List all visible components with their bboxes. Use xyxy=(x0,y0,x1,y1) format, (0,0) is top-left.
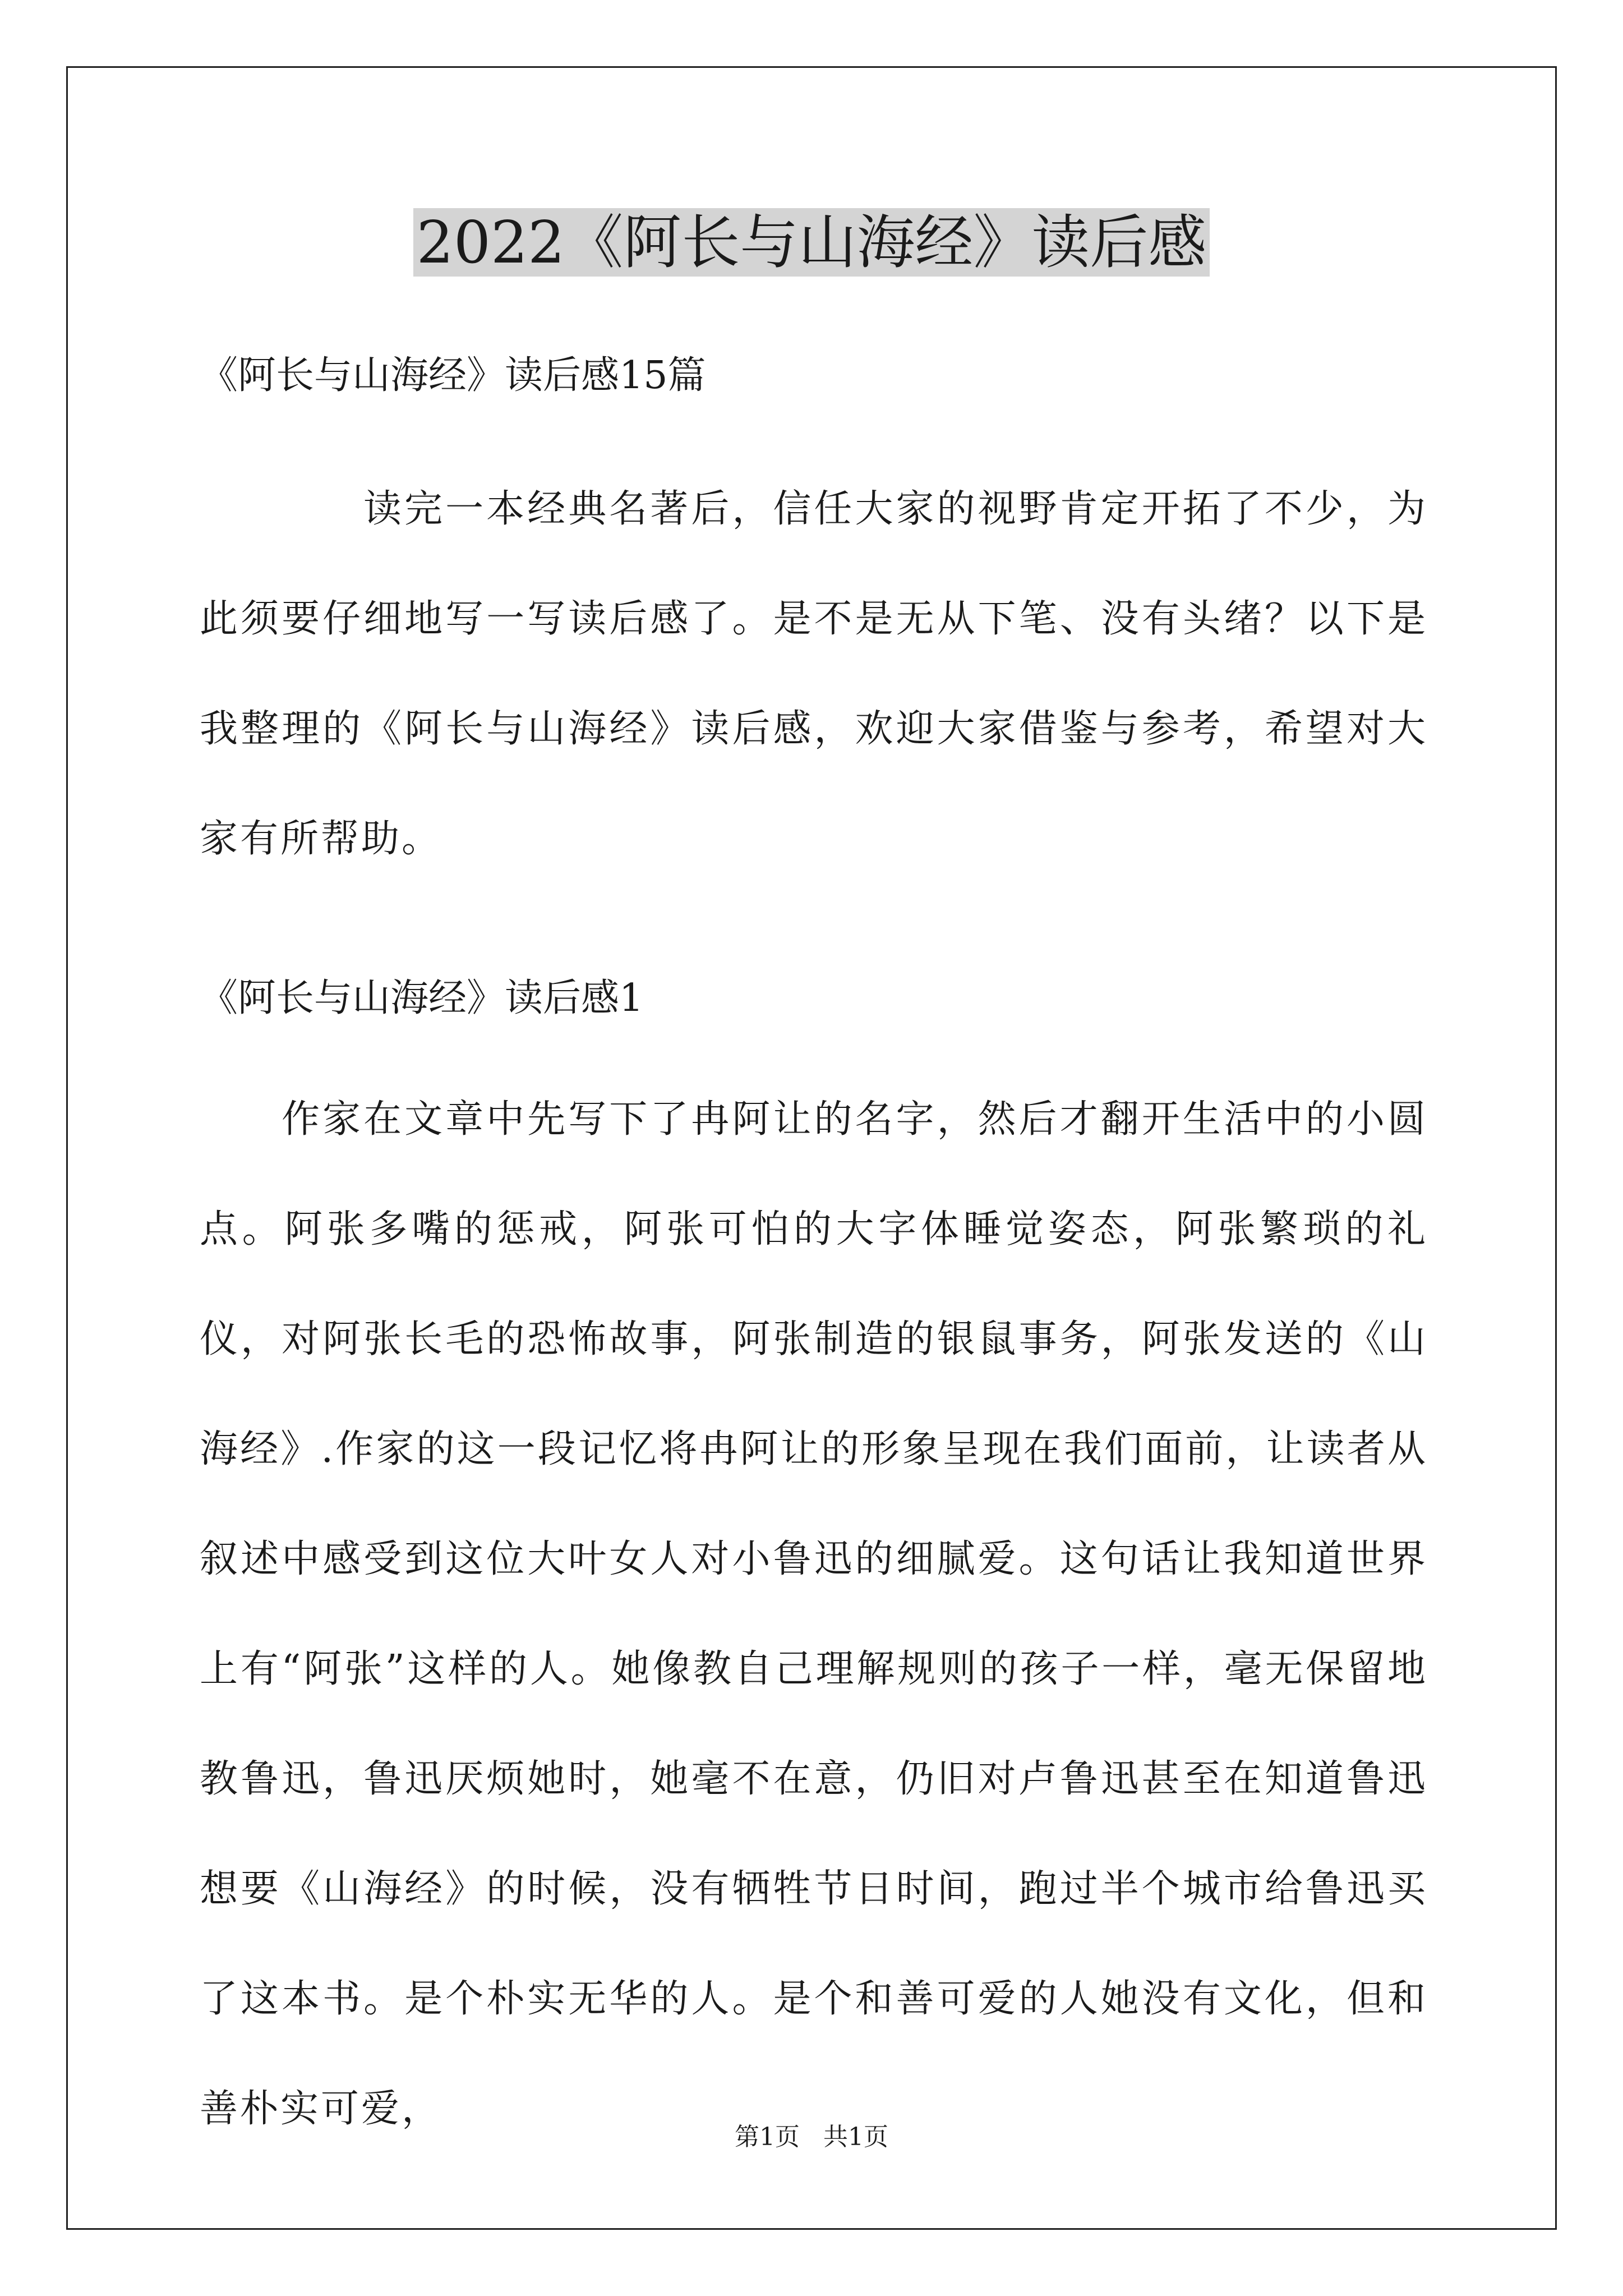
document-title xyxy=(0,203,1623,282)
page-footer: 第1页 共1页 xyxy=(735,2123,888,2151)
document-title-text: 2022《阿长与山海经》读后感 xyxy=(413,208,1210,277)
intro-paragraph: 读完一本经典名著后，信任大家的视野肯定开拓了不少，为此须要仔细地写一写读后感了。是不是无从下笔、没有头绪？以下是我整理的《阿长与山海经》读后感，欢迎大家借鉴与参考，希望对大家有所帮助。 xyxy=(200,487,1428,861)
document-subtitle: 《阿长与山海经》读后感15篇 xyxy=(200,353,706,398)
section-body-paragraph: 作家在文章中先写下了冉阿让的名字，然后才翻开生活中的小圆点。阿张多嘴的惩戒，阿张可怕的大字体睡觉姿态，阿张繁琐的礼仪，对阿张长毛的恐怖故事，阿张制造的银鼠事务，阿张发送的《山海经》.作家的这一段记忆将冉阿让的形象呈现在我们面前，让读者从叙述中感受到这位大叶女人对小鲁迅的细腻爱。这句话让我知道世界上有“阿张”这样的人。她像教自己理解规则的孩子一样，毫无保留地教鲁迅，鲁迅厌烦她时，她毫不在意，仍旧对卢鲁迅甚至在知道鲁迅想要《山海经》的时候，没有牺牲节日时间，跑过半个城市给鲁迅买了这本书。是个朴实无华的人。是个和善可爱的人她没有文化，但和善朴实可爱， xyxy=(200,1097,1428,2131)
section-heading: 《阿长与山海经》读后感1 xyxy=(200,976,644,1020)
